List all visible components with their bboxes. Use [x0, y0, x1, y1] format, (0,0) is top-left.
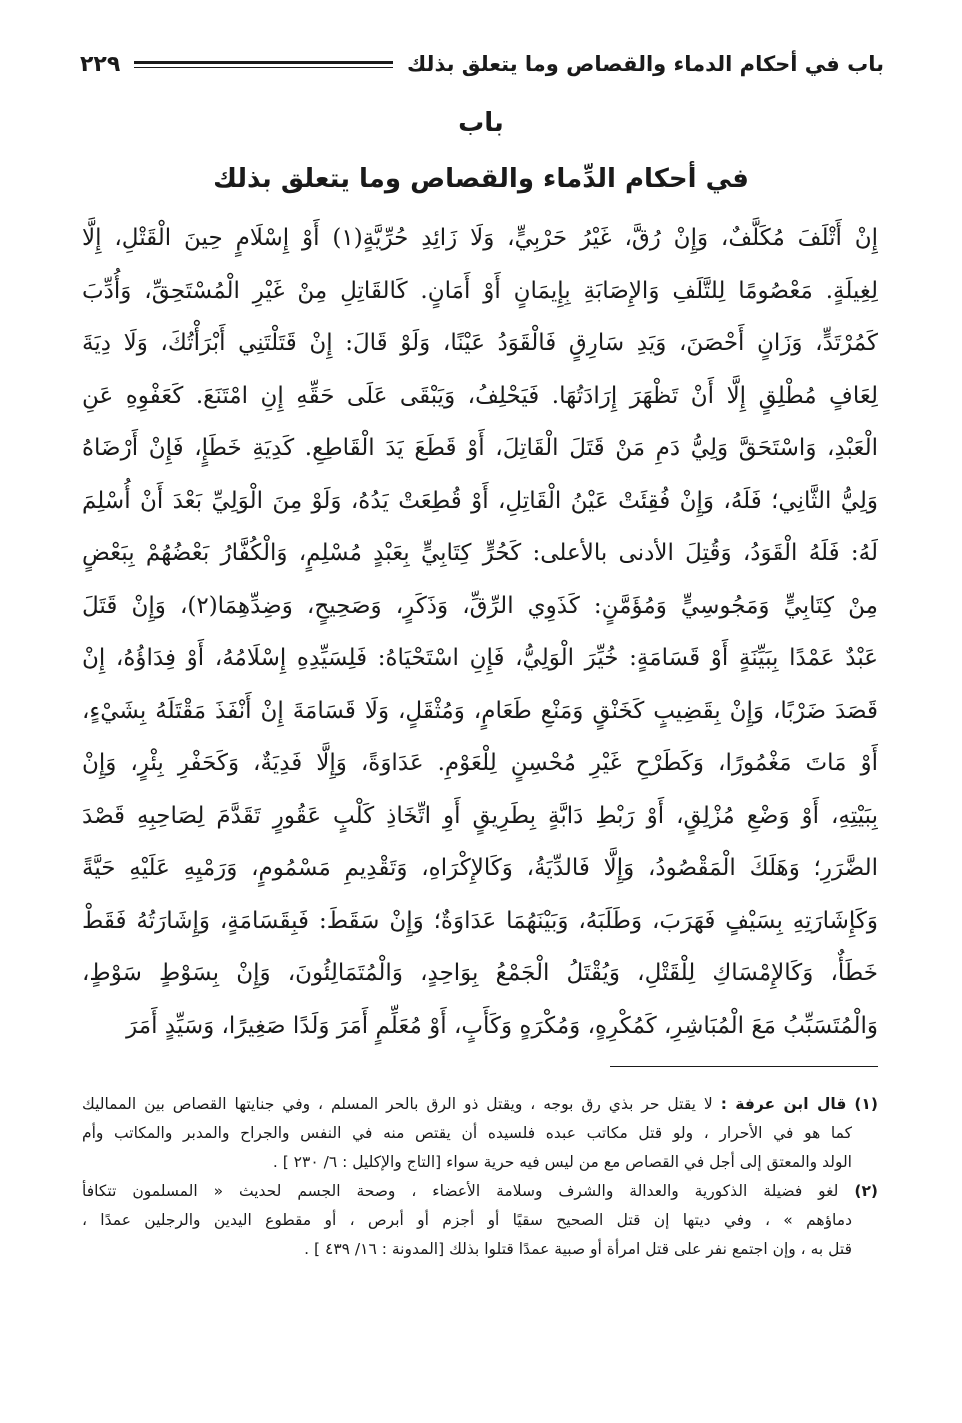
body-line: مِنْ كِتَابِيٍّ وَمَجُوسِيٍّ وَمُؤَمَّنٍ: كَذَوِي الرِّقِّ، وَذَكَرٍ، وَصَحِيحٍ، وَضِدِّهِمَا(٢)، وَإِنْ قَتَلَ — [82, 592, 878, 619]
footnote-text: لا يقتل حر بذي رق بوجه ، ويقتل ذو الرق بالحر المسلم ، وفي جنايتها القصاص بين المماليك — [82, 1095, 713, 1113]
body-line: الْعَبْدِ، وَاسْتَحَقَّ وَلِيُّ دَمِ مَنْ قَتَلَ الْقَاتِلَ، أَوْ قَطَعَ يَدَ الْقَاطِعِ. كَدِيَةِ خَطَإٍ، فَإِنْ أَرْضَاهُ — [82, 435, 878, 461]
body-line: وَلِيُّ الثَّانِي؛ فَلَهُ، وَإِنْ فُقِئَتْ عَيْنُ الْقَاتِلِ، أَوْ قُطِعَتْ يَدُهُ، وَلَوْ مِنَ الْوَلِيِّ بَعْدَ أَنْ أُسْلِمَ — [82, 487, 878, 514]
body-line: وَالْمُتَسَبِّبُ مَعَ الْمُبَاشِرِ، كَمُكْرِهٍ، وَمُكْرَهٍ وَكَأَبٍ، أَوْ مُعَلِّمٍ أَمَرَ وَلَدًا صَغِيرًا، وَسَيِّدٍ أَمَرَ — [126, 1012, 878, 1039]
body-line: خَطَأٌ، وَكَالإِمْسَاكِ لِلْقَتْلِ، وَيُقْتَلُ الْجَمْعُ بِوَاحِدٍ، وَالْمُتَمَالِئُونَ، وَإِنْ بِسَوْطٍ سَوْطٍ، — [82, 960, 878, 986]
footnote-1-line: الولد والمعتق إلى أجل في القصاص مع من ليس فيه حرية سواء [التاج والإكليل : ٦/ ٢٣٠ ] . — [272, 1153, 852, 1171]
chapter-label: باب — [458, 108, 504, 138]
body-line: لِعَافٍ مُطْلِقٍ إِلَّا أَنْ تَظْهَرَ إِرَادَتُهَا. فَيَحْلِفُ، وَيَبْقَى عَلَى حَقِّهِ إِنِ امْتَنَعَ. كَعَفْوِهِ عَنِ — [82, 382, 878, 409]
footnotes — [82, 1090, 878, 1264]
running-title: باب في أحكام الدماء والقصاص وما يتعلق بذلك — [407, 52, 884, 76]
footnote-source: قال ابن عرفة : — [720, 1095, 847, 1113]
body-line: كَمُرْتَدٍّ، وَزَانٍ أَحْصَنَ، وَيَدِ سَارِقٍ فَالْقَوَدُ عَيْنًا، وَلَوْ قَالَ: إِنْ قَتَلْتَنِي أَبْرَأْتُكَ، وَلَا دِيَةَ — [82, 330, 878, 356]
footnote-number: (٢) — [854, 1182, 878, 1200]
footnote-text: لغو فضيلة الذكورية والعدالة والشرف وسلامة الأعضاء ، وصحة الجسم لحديث « المسلمون تتكافأ — [82, 1182, 839, 1200]
footnote-number: (١) — [854, 1095, 878, 1113]
body-line: الضَّرَرِ؛ وَهَلَكَ الْمَقْصُودُ، وَإِلَّا فَالدِّيَةُ، وَكَالإِكْرَاهِ، وَتَقْدِيمِ مَسْمُومٍ، وَرَمْيِهِ عَلَيْهِ حَيَّةً — [82, 855, 878, 881]
footnote-2-line: دماؤهم » ، وفي ديتها إن قتل الصحيح سقيًا أو أجزم أو أبرص ، أو مقطوع اليدين والرجلين عمدًا ، — [82, 1211, 852, 1229]
footnote-2-line: قتل به ، وإن اجتمع نفر على قتل امرأة أو صبية عمدًا قتلوا بذلك [المدونة : ١٦/ ٤٣٩ ] . — [304, 1240, 852, 1258]
body-line: وَكَإِشَارَتِهِ بِسَيْفٍ فَهَرَبَ، وَطَلَبَهُ، وَبَيْنَهُمَا عَدَاوَةٌ؛ وَإِنْ سَقَطَ: فَبِقَسَامَةٍ، وَإِشَارَتُهُ فَقَطْ — [82, 907, 878, 934]
body-line: لِغِيلَةٍ. مَعْصُومًا لِلتَّلَفِ وَالإِصَابَةِ بِإِيمَانٍ أَوْ أَمَانٍ. كَالقَاتِلِ مِنْ غَيْرِ الْمُسْتَحِقِّ، وَأُدِّبَ — [82, 277, 878, 304]
footnote-1-line: كما هو في الأحرار ، ولو قتل مكاتب عبده فلسيده أن يقتص منه في النفس والجراح والمدبر والمكاتب وأم — [82, 1124, 852, 1142]
body-line: لَهُ: فَلَهُ الْقَوَدُ، وَقُتِلَ الأدنى بالأعلى: كَحُرٍّ كِتَابِيٍّ بِعَبْدٍ مُسْلِمٍ، وَالْكُفَّارُ بَعْضُهُمْ بِبَعْضٍ — [82, 540, 878, 566]
body-line: إِنْ أَتْلَفَ مُكَلَّفٌ، وَإِنْ رُقَّ، غَيْرُ حَرْبِيٍّ، وَلَا زَائِدِ حُرِّيَّةٍ(١) أَوْ إِسْلَامٍ حِينَ الْقَتْلِ، إِلَّا — [82, 225, 878, 251]
page-number: ٢٢٩ — [80, 51, 121, 77]
chapter-title: في أحكام الدِّماء والقصاص وما يتعلق بذلك — [213, 164, 749, 194]
footnote-2-line — [82, 1177, 878, 1206]
body-line: بِبَيْتِهِ، أَوْ وَضْعِ مُزْلِقٍ، أَوْ رَبْطِ دَابَّةٍ بِطَرِيقٍ أَوِ اتِّخَاذِ كَلْبٍ عَقُورٍ تَقَدَّمَ لِصَاحِبِهِ قَصْدَ — [82, 802, 878, 829]
footnote-separator — [610, 1066, 878, 1067]
footnote-1-line — [82, 1090, 878, 1119]
body-line: قَصَدَ ضَرْبًا، وَإِنْ بِقَضِيبٍ كَخَنْقٍ وَمَنْعِ طَعَامٍ، وَمُثْقَلٍ، وَلَا قَسَامَةَ إِنْ أَنْفَذَ مَقْتَلَهُ بِشَيْءٍ، — [82, 697, 878, 724]
body-line: أَوْ مَاتَ مَغْمُورًا، وَكَطَرْحِ غَيْرِ مُحْسِنٍ لِلْعَوْمِ. عَدَاوَةً، وَإِلَّا فَدِيَةٌ، وَكَحَفْرِ بِئْرٍ، وَإِنْ — [82, 750, 878, 776]
running-header — [80, 44, 884, 84]
body-line: عَبْدٌ عَمْدًا بِبَيِّنَةٍ أَوْ قَسَامَةٍ: خُيِّرَ الْوَلِيُّ، فَإِنِ اسْتَحْيَاهُ: فَلِسَيِّدِهِ إِسْلَامُهُ، أَوْ فِدَاؤُهُ، إِنْ — [82, 645, 878, 671]
body-text — [82, 212, 878, 1052]
header-rule — [134, 61, 393, 68]
